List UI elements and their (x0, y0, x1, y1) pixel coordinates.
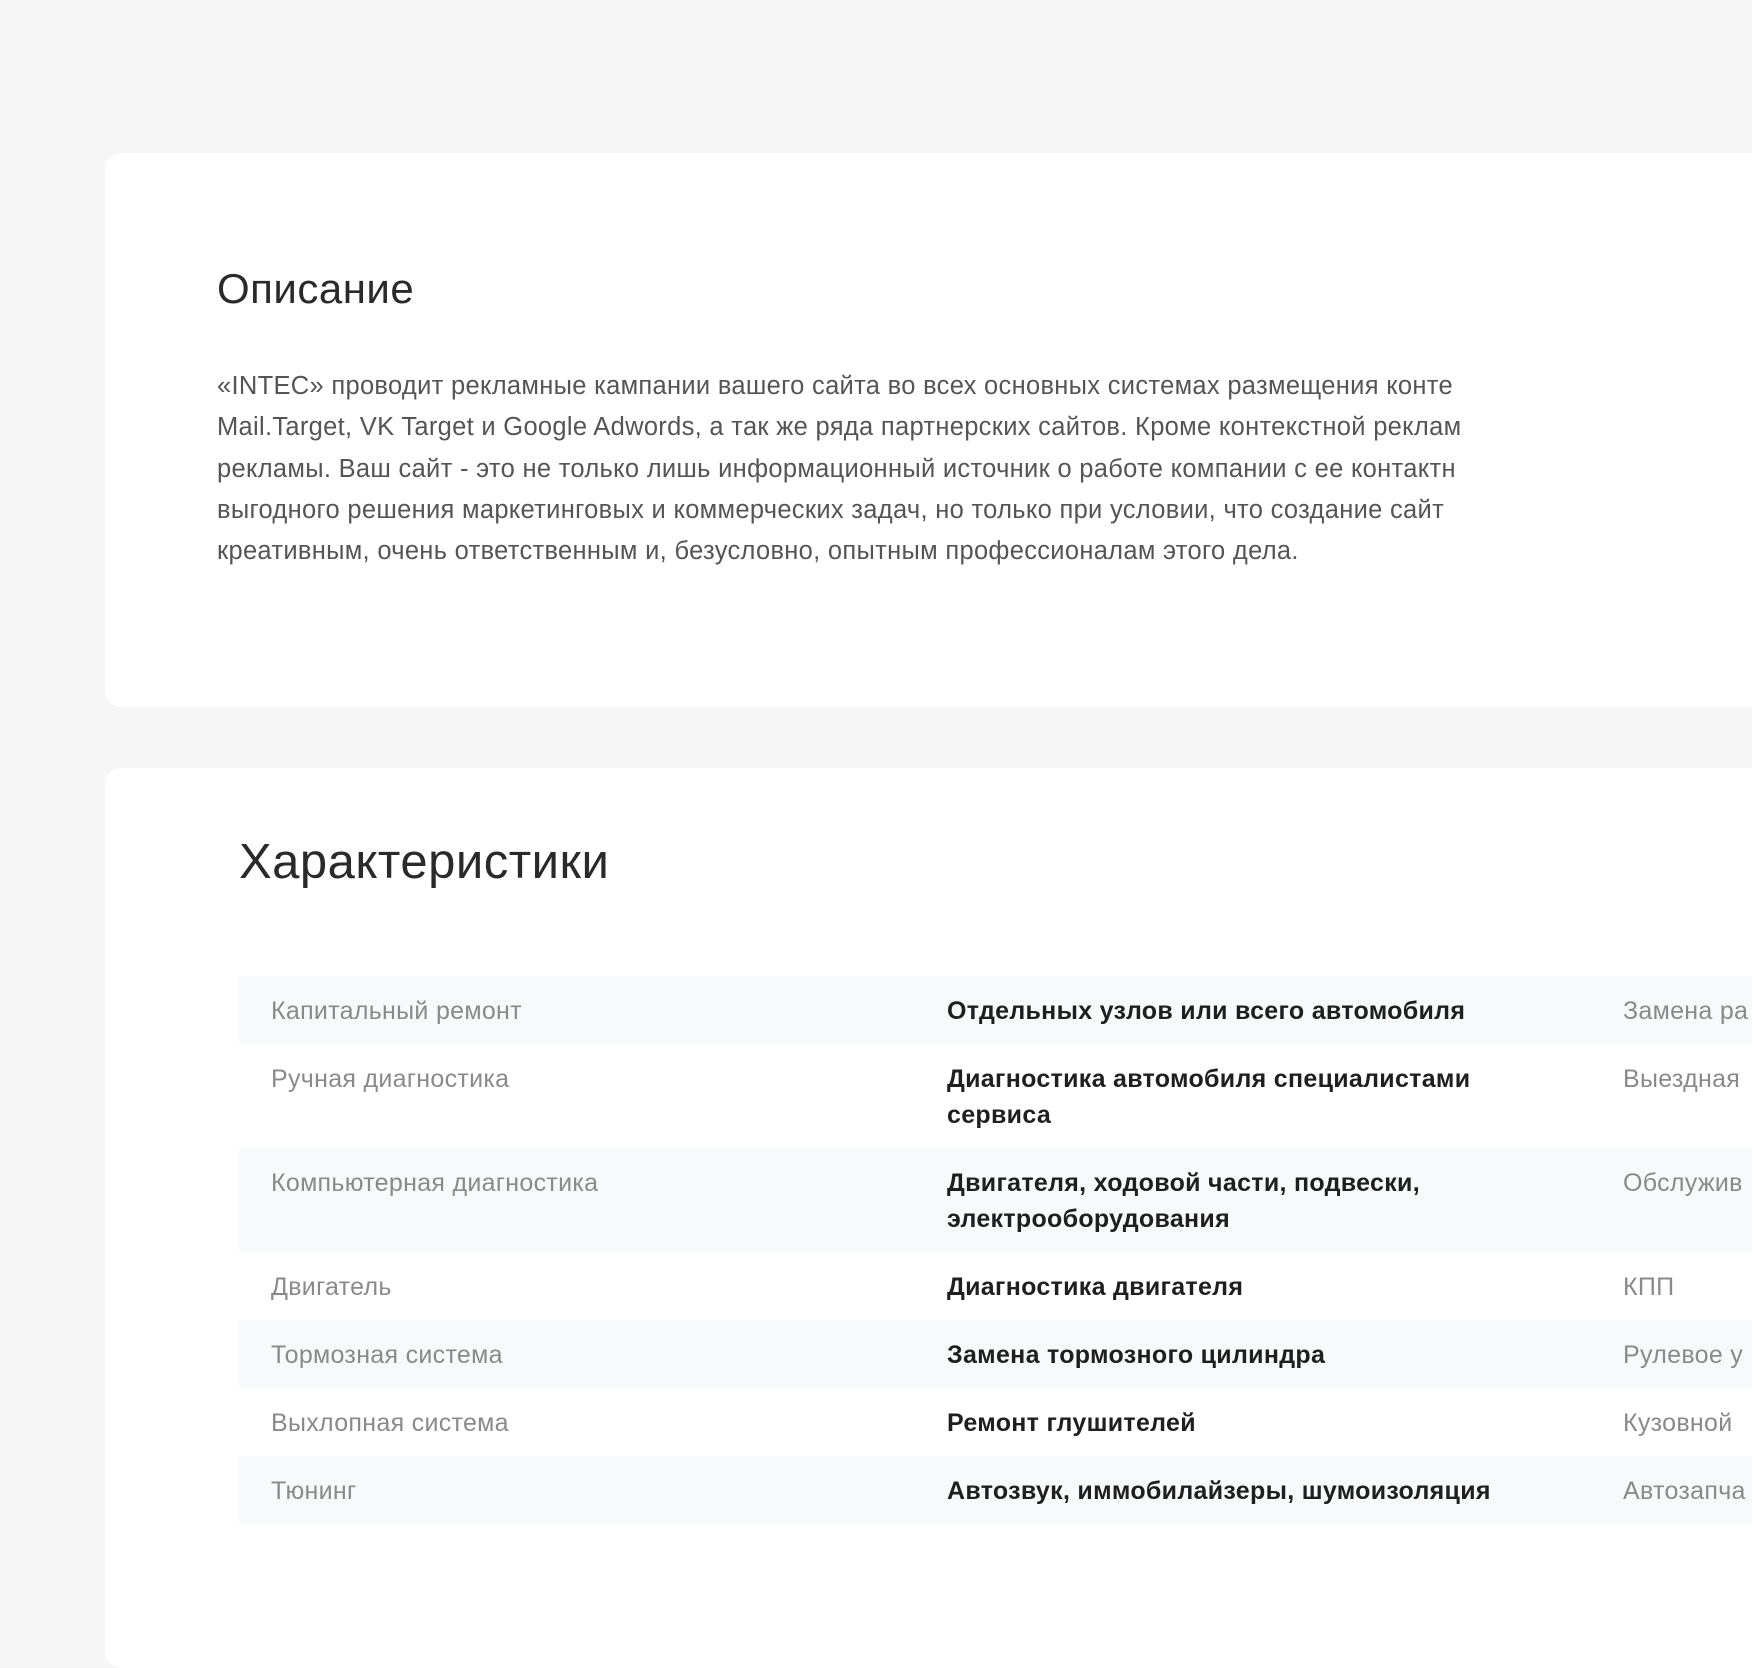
spec-row (239, 976, 1752, 1044)
spec-value: Автозвук, иммобилайзеры, шумоизоляция (947, 1477, 1491, 1505)
spec-name: Двигатель (271, 1273, 392, 1301)
spec-name-second-column: Замена ра (1623, 997, 1749, 1025)
spec-name: Ручная диагностика (271, 1065, 510, 1093)
spec-value: Диагностика двигателя (947, 1273, 1244, 1301)
description-card (105, 153, 1752, 707)
spec-row (239, 1320, 1752, 1388)
spec-name-second-column: Автозапча (1623, 1477, 1746, 1505)
description-line: выгодного решения маркетинговых и коммерческих задач, но только при условии, что создание сайт (217, 495, 1445, 524)
spec-row (239, 1252, 1752, 1320)
spec-value: Отдельных узлов или всего автомобиля (947, 997, 1466, 1025)
description-line: «INTEC» проводит рекламные кампании вашего сайта во всех основных системах размещения конте (217, 372, 1453, 400)
description-line: Mail.Target, VK Target и Google Adwords, а так же ряда партнерских сайтов. Кроме контекстной реклам (217, 413, 1462, 442)
spec-name-second-column: Выездная (1623, 1065, 1741, 1093)
specs-title: Характеристики (239, 835, 610, 889)
spec-value: Замена тормозного цилиндра (947, 1341, 1326, 1369)
description-text (217, 366, 1752, 572)
spec-name: Капитальный ремонт (271, 997, 522, 1025)
spec-name-second-column: Обслужив (1623, 1169, 1743, 1197)
spec-name: Компьютерная диагностика (271, 1169, 599, 1197)
spec-value: Двигателя, ходовой части, подвески, электрооборудования (947, 1169, 1420, 1233)
spec-row (239, 1456, 1752, 1524)
description-title: Описание (217, 265, 415, 312)
specs-table (239, 976, 1752, 1524)
spec-row (239, 1388, 1752, 1456)
spec-name: Тюнинг (271, 1477, 357, 1505)
spec-name: Выхлопная система (271, 1409, 509, 1437)
spec-name-second-column: Кузовной (1623, 1409, 1733, 1437)
spec-value: Диагностика автомобиля специалистами сервиса (947, 1065, 1471, 1129)
description-line: креативным, очень ответственным и, безусловно, опытным профессионалам этого дела. (217, 537, 1299, 566)
spec-row (239, 1148, 1752, 1252)
specs-card (105, 768, 1752, 1668)
spec-value: Ремонт глушителей (947, 1409, 1196, 1437)
spec-row (239, 1044, 1752, 1148)
spec-name: Тормозная система (271, 1341, 503, 1369)
spec-name-second-column: Рулевое у (1623, 1341, 1744, 1369)
spec-name-second-column: КПП (1623, 1273, 1675, 1301)
description-line: рекламы. Ваш сайт - это не только лишь информационный источник о работе компании с ее контактн (217, 454, 1456, 483)
